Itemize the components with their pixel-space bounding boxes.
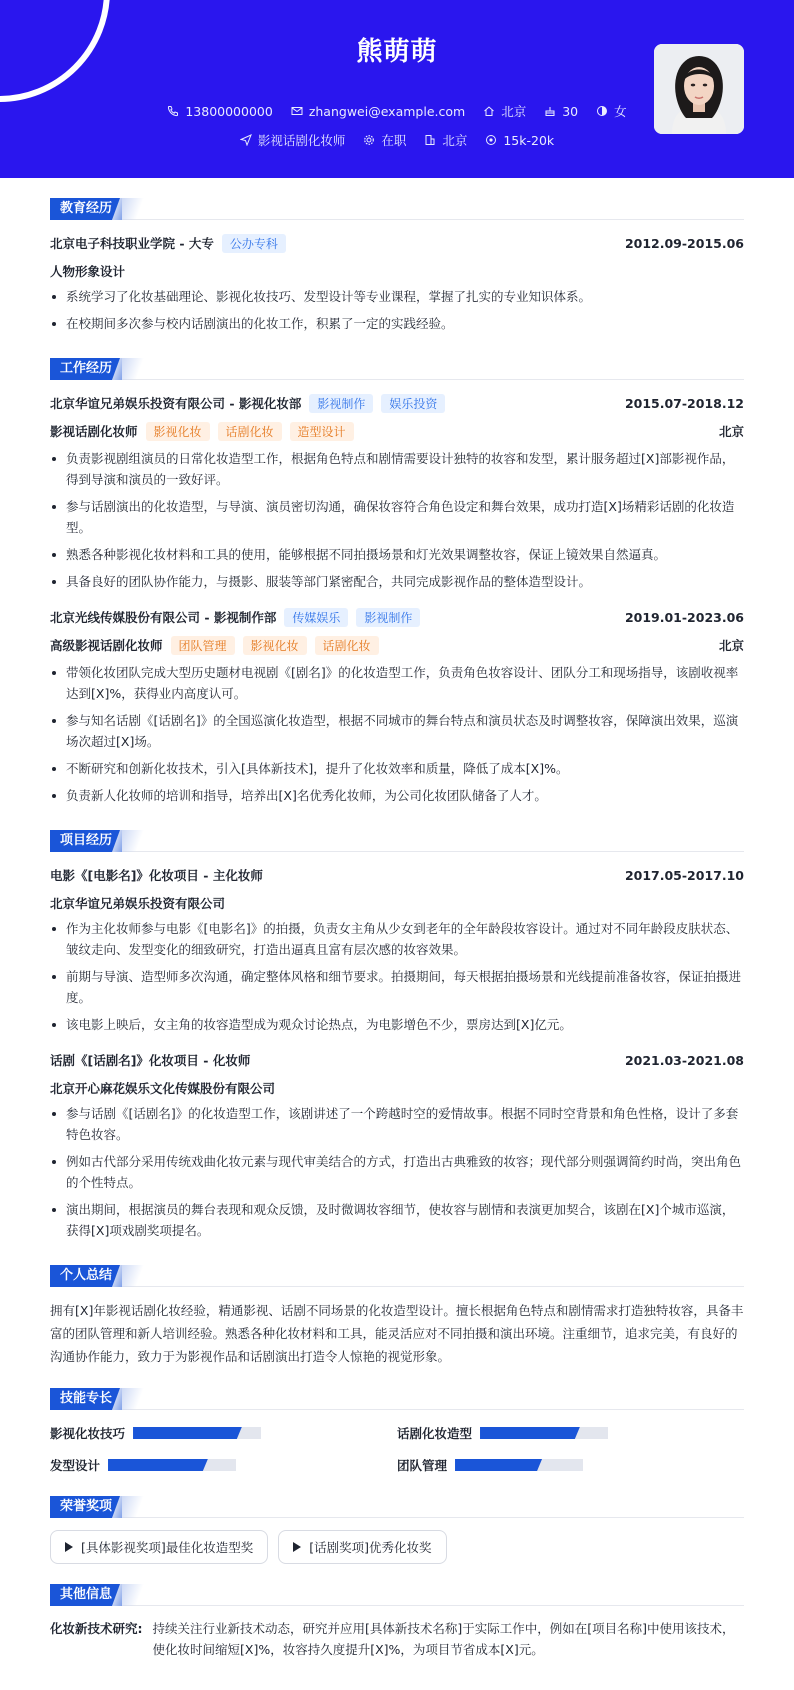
job-item	[50, 606, 744, 806]
skill-name: 发型设计	[50, 1458, 101, 1473]
education-section-title	[50, 198, 744, 220]
skill-bar	[455, 1459, 583, 1471]
skill-item	[50, 1424, 397, 1442]
project-date: 2017.05-2017.10	[624, 867, 744, 883]
skills-grid	[50, 1424, 744, 1474]
list-item: 具备良好的团队协作能力，与摄影、服装等部门紧密配合，共同完成影视作品的整体造型设计。	[50, 571, 744, 592]
skill-bar	[133, 1427, 261, 1439]
email-item	[291, 102, 465, 120]
major: 人物形象设计	[50, 264, 126, 279]
job-role: 高级影视话剧化妆师	[50, 638, 163, 653]
skill-item	[397, 1424, 744, 1442]
other-info-item	[50, 1618, 744, 1660]
school-name: 北京电子科技职业学院 - 大专	[50, 236, 214, 251]
other-info-key: 化妆新技术研究:	[50, 1621, 143, 1636]
job-date: 2019.01-2023.06	[624, 609, 744, 625]
skill-bar-fill	[108, 1459, 208, 1471]
list-item: 参与知名话剧《[话剧名]》的全国巡演化妆造型，根据不同城市的舞台特点和演员状态及时调整妆容，保障演出效果，巡演场次超过[X]场。	[50, 710, 744, 752]
phone-icon	[167, 105, 179, 117]
email-text: zhangwei@example.com	[308, 103, 466, 119]
list-item: 演出期间，根据演员的舞台表现和观众反馈，及时微调妆容细节，使妆容与剧情和表演更加契合，该剧在[X]个城市巡演，获得[X]项戏剧奖项提名。	[50, 1199, 744, 1241]
skill-bar-fill	[480, 1427, 580, 1439]
age-text: 30	[562, 103, 579, 119]
skill-tag: 话剧化妆	[218, 422, 282, 441]
projects-section-title	[50, 830, 744, 852]
award-name: [具体影视奖项]最佳化妆造型奖	[81, 1540, 254, 1555]
skill-bar	[480, 1427, 608, 1439]
profile-photo	[654, 44, 744, 134]
job-role: 影视话剧化妆师	[50, 424, 138, 439]
job-city: 北京	[718, 638, 744, 653]
award-item	[278, 1530, 446, 1564]
skill-tag: 团队管理	[171, 636, 235, 655]
list-item: 负责影视剧组演员的日常化妆造型工作，根据角色特点和剧情需要设计独特的妆容和发型，累计服务超过[X]部影视作品，得到导演和演员的一致好评。	[50, 448, 744, 490]
play-icon	[293, 1542, 301, 1552]
age-item	[544, 102, 578, 120]
skill-tag: 影视化妆	[243, 636, 307, 655]
gender-icon	[596, 105, 608, 117]
phone-item	[167, 102, 272, 120]
project-company: 北京开心麻花娱乐文化传媒股份有限公司	[50, 1081, 276, 1096]
list-item: 参与话剧演出的化妆造型，与导演、演员密切沟通，确保妆容符合角色设定和舞台效果，成功打造[X]场精彩话剧的化妆造型。	[50, 496, 744, 538]
section-label: 技能专长	[50, 1388, 122, 1410]
skill-bar-fill	[455, 1459, 542, 1471]
list-item: 该电影上映后，女主角的妆容造型成为观众讨论热点，为电影增色不少，票房达到[X]亿元。	[50, 1014, 744, 1035]
section-label: 个人总结	[50, 1265, 122, 1287]
list-item: 带领化妆团队完成大型历史题材电视剧《[剧名]》的化妆造型工作，负责角色妆容设计、团队分工和现场指导，该剧收视率达到[X]%，获得业内高度认可。	[50, 662, 744, 704]
job-bullets	[50, 662, 744, 806]
company-tag: 影视制作	[309, 394, 373, 413]
skill-bar-fill	[133, 1427, 242, 1439]
salary-text: 15k-20k	[503, 132, 555, 148]
work-section-title	[50, 358, 744, 380]
company-name: 北京光线传媒股份有限公司 - 影视制作部	[50, 610, 277, 625]
list-item: 例如古代部分采用传统戏曲化妆元素与现代审美结合的方式，打造出古典雅致的妆容；现代部分则强调简约时尚，突出角色的个性特点。	[50, 1151, 744, 1193]
education-date: 2012.09-2015.06	[624, 235, 744, 251]
awards-section-title	[50, 1496, 744, 1518]
location-text: 北京	[501, 104, 527, 119]
skill-name: 团队管理	[397, 1458, 448, 1473]
other-section-title	[50, 1584, 744, 1606]
job-date: 2015.07-2018.12	[624, 395, 744, 411]
company-name: 北京华谊兄弟娱乐投资有限公司 - 影视化妆部	[50, 396, 302, 411]
education-item	[50, 232, 744, 334]
company-tag: 传媒娱乐	[284, 608, 348, 627]
resume-header	[0, 0, 794, 178]
list-item: 熟悉各种影视化妆材料和工具的使用，能够根据不同拍摄场景和灯光效果调整妆容，保证上镜效果自然逼真。	[50, 544, 744, 565]
candidate-name: 熊萌萌	[356, 37, 438, 67]
list-item: 负责新人化妆师的培训和指导，培养出[X]名优秀化妆师，为公司化妆团队储备了人才。	[50, 785, 744, 806]
summary-text: 拥有[X]年影视话剧化妆经验，精通影视、话剧不同场景的化妆造型设计。擅长根据角色特点和剧情需求打造独特妆容，具备丰富的团队管理和新人培训经验。熟悉各种化妆材料和工具，能灵活应对不同拍摄和演出环境。注重细节，追求完美，有良好的沟通协作能力，致力于为影视作品和话剧演出打造令人惊艳的视觉形象。	[50, 1303, 744, 1364]
section-label: 项目经历	[50, 830, 122, 852]
status-text: 在职	[381, 133, 407, 148]
project-bullets	[50, 1103, 744, 1241]
send-icon	[240, 134, 252, 146]
list-item: 系统学习了化妆基础理论、影视化妆技巧、发型设计等专业课程，掌握了扎实的专业知识体系。	[50, 286, 744, 307]
skill-item	[397, 1456, 744, 1474]
city-item	[424, 131, 467, 149]
gender-item	[596, 102, 627, 120]
award-item	[50, 1530, 268, 1564]
award-name: [话剧奖项]优秀化妆奖	[309, 1540, 432, 1555]
building-icon	[424, 134, 436, 146]
gear-icon	[363, 134, 375, 146]
email-icon	[291, 105, 303, 117]
salary-item	[485, 131, 554, 149]
skill-name: 影视化妆技巧	[50, 1426, 126, 1441]
project-item	[50, 1049, 744, 1241]
list-item: 前期与导演、造型师多次沟通，确定整体风格和细节要求。拍摄期间，每天根据拍摄场景和光线提前准备妆容，保证拍摄进度。	[50, 966, 744, 1008]
project-name: 电影《[电影名]》化妆项目 - 主化妆师	[50, 868, 263, 883]
home-icon	[483, 105, 495, 117]
job-item	[50, 392, 744, 592]
list-item: 在校期间多次参与校内话剧演出的化妆工作，积累了一定的实践经验。	[50, 313, 744, 334]
skill-bar	[108, 1459, 236, 1471]
list-item: 作为主化妆师参与电影《[电影名]》的拍摄，负责女主角从少女到老年的全年龄段妆容设计。通过对不同年龄段皮肤状态、皱纹走向、发型变化的细致研究，打造出逼真且富有层次感的妆容效果。	[50, 918, 744, 960]
skill-tag: 影视化妆	[146, 422, 210, 441]
section-label: 教育经历	[50, 198, 122, 220]
status-item	[363, 131, 406, 149]
company-tag: 影视制作	[356, 608, 420, 627]
project-bullets	[50, 918, 744, 1035]
resume-body	[0, 198, 794, 1660]
section-label: 其他信息	[50, 1584, 122, 1606]
school-tag: 公办专科	[222, 234, 286, 253]
other-info-value: 持续关注行业新技术动态，研究并应用[具体新技术名称]于实际工作中，例如在[项目名称]中使用该技术，使化妆时间缩短[X]%，妆容持久度提升[X]%，为项目节省成本[X]元。	[152, 1621, 735, 1657]
location-item	[483, 102, 526, 120]
skill-tag: 造型设计	[290, 422, 354, 441]
city-text: 北京	[442, 133, 468, 148]
job-title-text: 影视话剧化妆师	[257, 133, 346, 148]
summary-section-title	[50, 1265, 744, 1287]
skill-tag: 话剧化妆	[315, 636, 379, 655]
skills-section-title	[50, 1388, 744, 1410]
list-item: 参与话剧《[话剧名]》的化妆造型工作，该剧讲述了一个跨越时空的爱情故事。根据不同时空背景和角色性格，设计了多套特色妆容。	[50, 1103, 744, 1145]
list-item: 不断研究和创新化妆技术，引入[具体新技术]，提升了化妆效率和质量，降低了成本[X]%。	[50, 758, 744, 779]
play-icon	[65, 1542, 73, 1552]
awards-list	[50, 1530, 744, 1564]
education-bullets	[50, 286, 744, 334]
cake-icon	[544, 105, 556, 117]
section-label: 工作经历	[50, 358, 122, 380]
job-title-item	[240, 131, 346, 149]
company-tag: 娱乐投资	[381, 394, 445, 413]
project-name: 话剧《[话剧名]》化妆项目 - 化妆师	[50, 1053, 251, 1068]
project-date: 2021.03-2021.08	[624, 1052, 744, 1068]
skill-item	[50, 1456, 397, 1474]
job-city: 北京	[718, 424, 744, 439]
job-bullets	[50, 448, 744, 592]
section-label: 荣誉奖项	[50, 1496, 122, 1518]
skill-name: 话剧化妆造型	[397, 1426, 473, 1441]
project-item	[50, 864, 744, 1035]
project-company: 北京华谊兄弟娱乐投资有限公司	[50, 896, 226, 911]
phone-text: 13800000000	[185, 103, 273, 119]
gender-text: 女	[614, 104, 627, 119]
avatar-illustration	[654, 44, 744, 134]
coin-icon	[485, 134, 497, 146]
